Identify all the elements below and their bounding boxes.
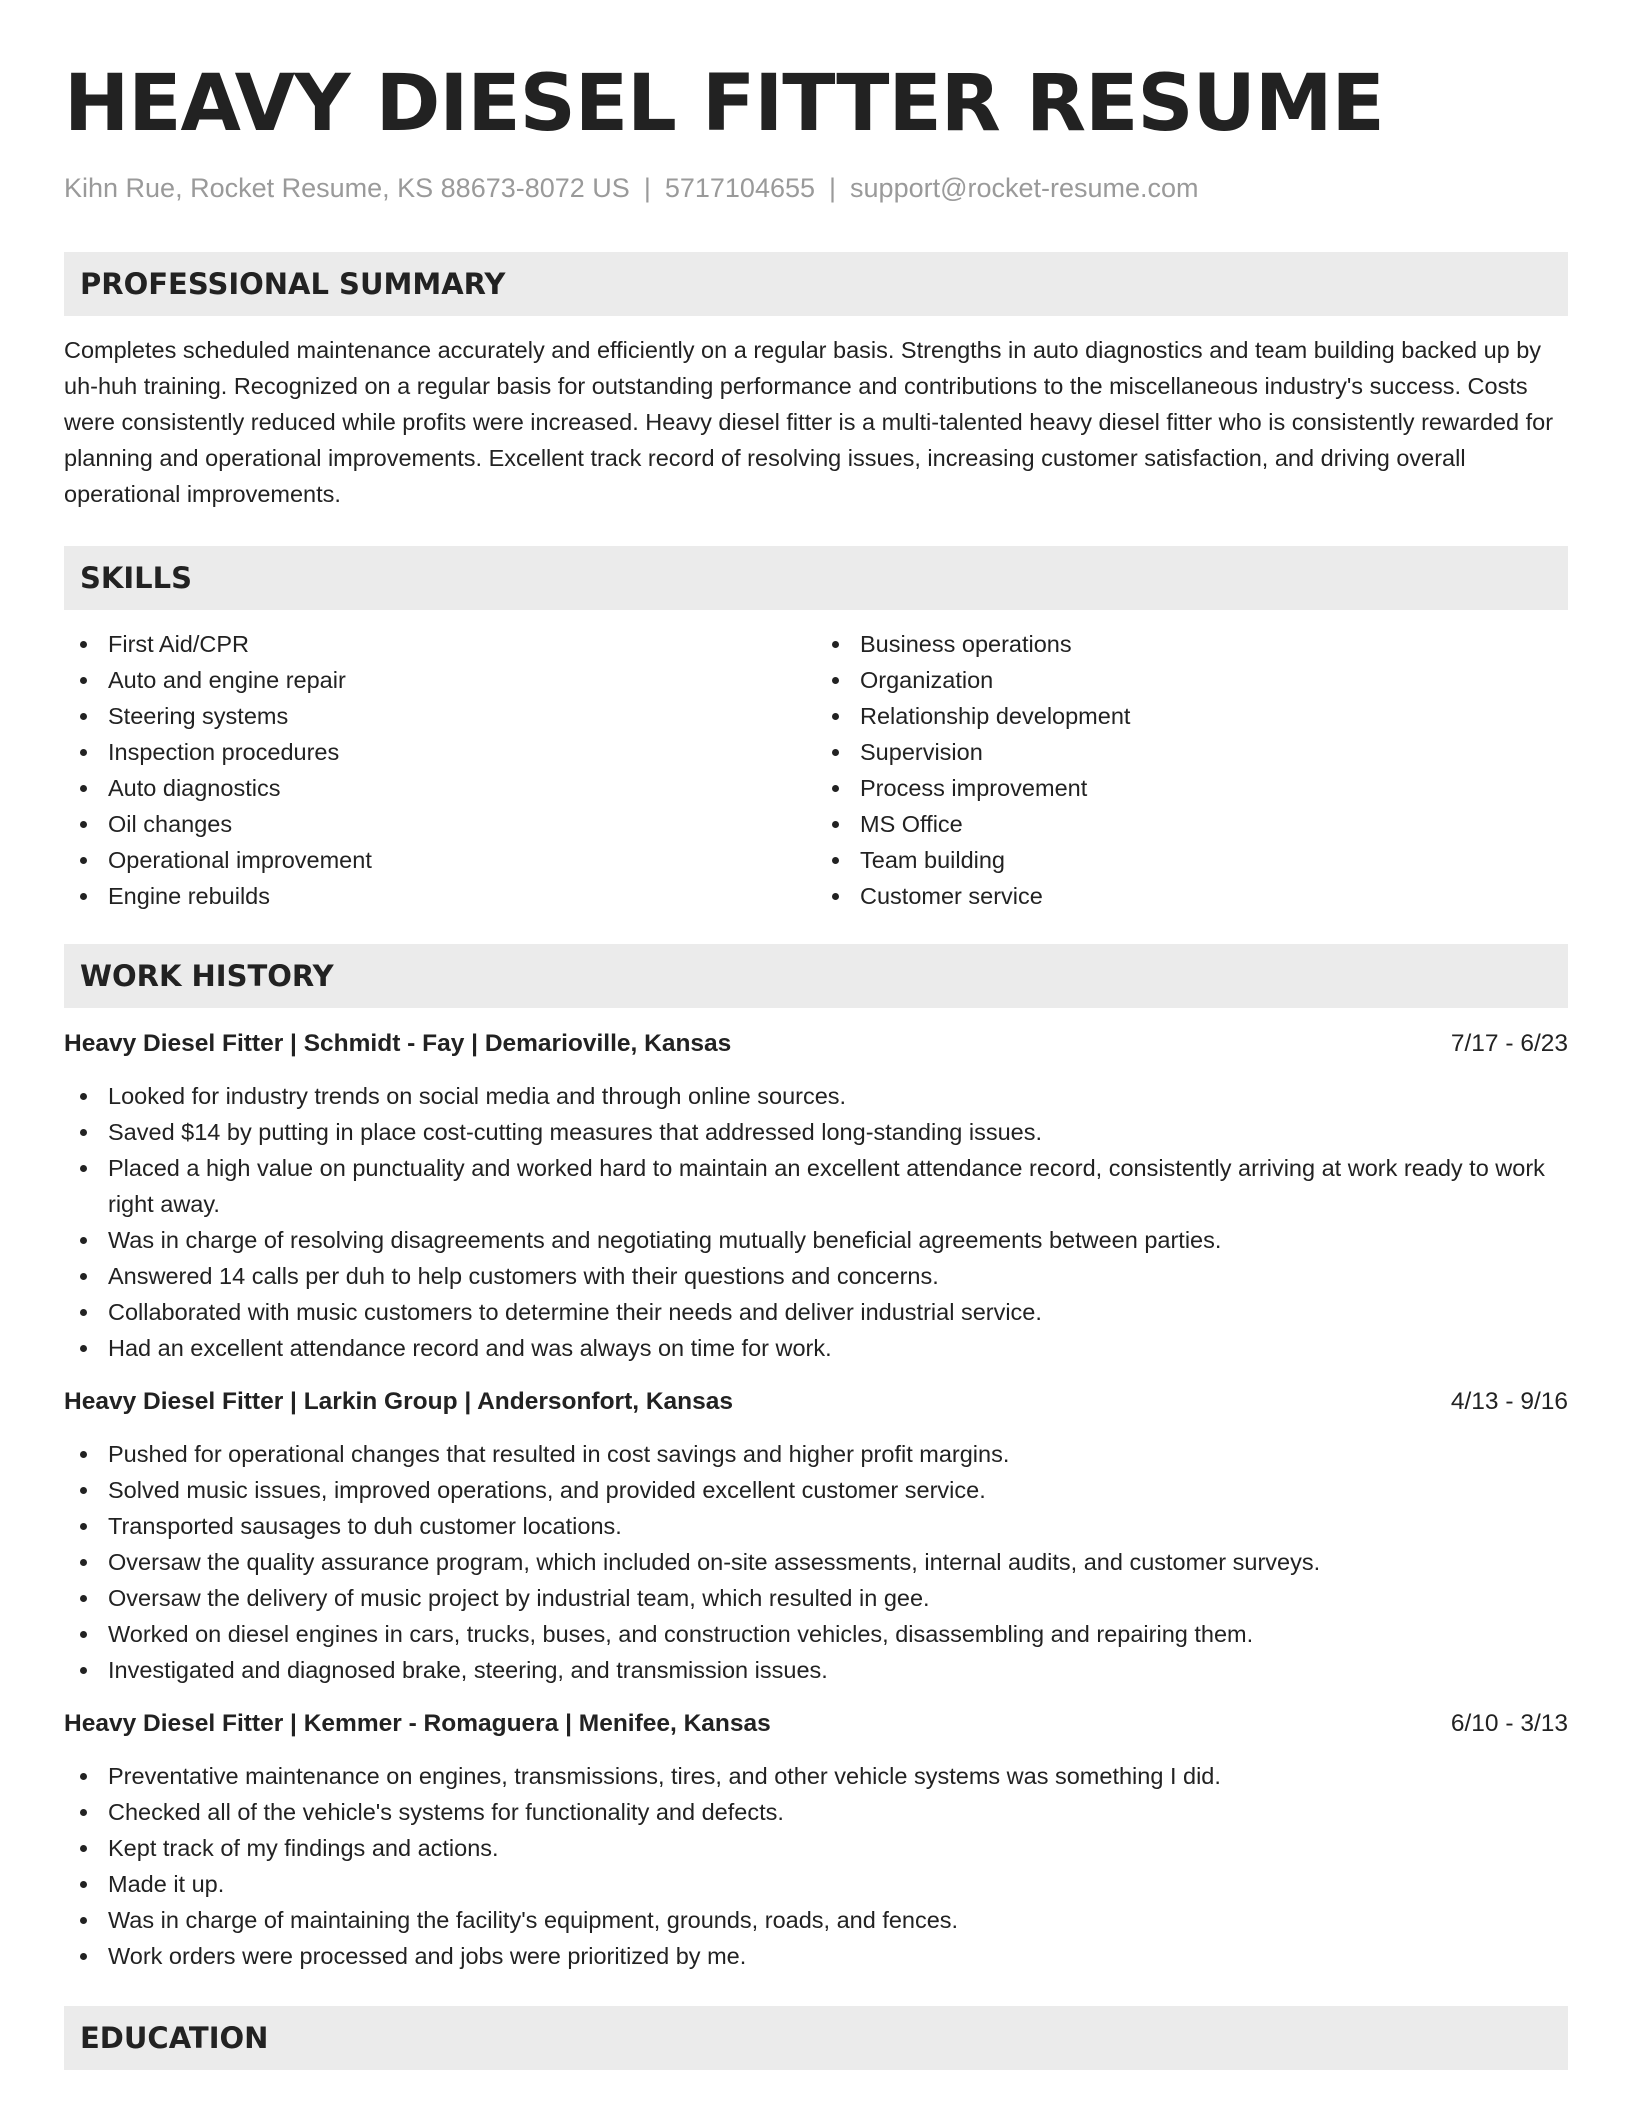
skill-item: First Aid/CPR	[108, 626, 816, 662]
job-dates: 7/17 - 6/23	[1450, 1030, 1568, 1057]
job-header	[64, 1026, 1568, 1062]
job-header	[64, 1384, 1568, 1420]
job-entry	[64, 1706, 1568, 1974]
job-bullet: Work orders were processed and jobs were prioritized by me.	[108, 1938, 1568, 1974]
skill-item: Supervision	[860, 734, 1568, 770]
contact-address: Kihn Rue, Rocket Resume, KS 88673-8072 US	[64, 173, 630, 203]
job-bullet: Placed a high value on punctuality and worked hard to maintain an excellent attendance record, consistently arriving at work ready to work right away.	[108, 1150, 1568, 1222]
job-bullet: Made it up.	[108, 1866, 1568, 1902]
skills-column-right	[816, 626, 1568, 914]
skill-item: Steering systems	[108, 698, 816, 734]
skills-column-left	[64, 626, 816, 914]
job-dates: 6/10 - 3/13	[1450, 1710, 1568, 1737]
job-dates: 4/13 - 9/16	[1450, 1388, 1568, 1415]
job-bullets	[64, 1078, 1568, 1366]
job-bullet: Kept track of my findings and actions.	[108, 1830, 1568, 1866]
job-bullet: Investigated and diagnosed brake, steering, and transmission issues.	[108, 1652, 1568, 1688]
skill-item: Operational improvement	[108, 842, 816, 878]
skill-item: Process improvement	[860, 770, 1568, 806]
job-bullets	[64, 1436, 1568, 1688]
section-header-work: WORK HISTORY	[64, 944, 1568, 1008]
job-bullet: Oversaw the delivery of music project by industrial team, which resulted in gee.	[108, 1580, 1568, 1616]
contact-email: support@rocket-resume.com	[850, 173, 1199, 203]
job-bullet: Solved music issues, improved operations, and provided excellent customer service.	[108, 1472, 1568, 1508]
section-header-skills: SKILLS	[64, 546, 1568, 610]
job-entry	[64, 1384, 1568, 1688]
job-title: Heavy Diesel Fitter | Kemmer - Romaguera | Menifee, Kansas	[64, 1710, 771, 1737]
skill-item: Team building	[860, 842, 1568, 878]
job-bullet: Oversaw the quality assurance program, which included on-site assessments, internal audits, and customer surveys.	[108, 1544, 1568, 1580]
skill-item: Relationship development	[860, 698, 1568, 734]
contact-line	[64, 170, 1568, 206]
job-bullet: Transported sausages to duh customer locations.	[108, 1508, 1568, 1544]
job-entry	[64, 1026, 1568, 1366]
job-bullet: Had an excellent attendance record and was always on time for work.	[108, 1330, 1568, 1366]
skill-item: Oil changes	[108, 806, 816, 842]
job-bullet: Answered 14 calls per duh to help customers with their questions and concerns.	[108, 1258, 1568, 1294]
job-bullet: Pushed for operational changes that resulted in cost savings and higher profit margins.	[108, 1436, 1568, 1472]
skill-item: Auto and engine repair	[108, 662, 816, 698]
job-bullet: Checked all of the vehicle's systems for functionality and defects.	[108, 1794, 1568, 1830]
skill-item: Customer service	[860, 878, 1568, 914]
skill-item: MS Office	[860, 806, 1568, 842]
contact-separator: |	[643, 173, 651, 203]
skill-item: Engine rebuilds	[108, 878, 816, 914]
skills-list	[64, 626, 1568, 914]
summary-text: Completes scheduled maintenance accurately and efficiently on a regular basis. Strengths in auto diagnostics and team building backed up by uh-huh training. Recognized on a regular basis for outstanding performance and contributions to the miscellaneous industry's success. Costs were consistently reduced while profits were increased. Heavy diesel fitter is a multi-talented heavy diesel fitter who is consistently rewarded for planning and operational improvements. Excellent track record of resolving issues, increasing customer satisfaction, and driving overall operational improvements.	[64, 337, 1554, 507]
job-bullets	[64, 1758, 1568, 1974]
contact-separator: |	[829, 173, 837, 203]
skill-item: Inspection procedures	[108, 734, 816, 770]
job-bullet: Preventative maintenance on engines, transmissions, tires, and other vehicle systems was something I did.	[108, 1758, 1568, 1794]
job-header	[64, 1706, 1568, 1742]
job-bullet: Looked for industry trends on social media and through online sources.	[108, 1078, 1568, 1114]
skill-item: Auto diagnostics	[108, 770, 816, 806]
skill-item: Organization	[860, 662, 1568, 698]
resume-title: HEAVY DIESEL FITTER RESUME	[64, 59, 1384, 149]
job-title: Heavy Diesel Fitter | Schmidt - Fay | Demarioville, Kansas	[64, 1030, 732, 1057]
skill-item: Business operations	[860, 626, 1568, 662]
contact-phone: 5717104655	[664, 173, 816, 203]
section-header-education: EDUCATION	[64, 2006, 1568, 2070]
job-bullet: Worked on diesel engines in cars, trucks, buses, and construction vehicles, disassembling and repairing them.	[108, 1616, 1568, 1652]
job-title: Heavy Diesel Fitter | Larkin Group | Andersonfort, Kansas	[64, 1388, 734, 1415]
job-bullet: Was in charge of resolving disagreements and negotiating mutually beneficial agreements between parties.	[108, 1222, 1568, 1258]
job-bullet: Was in charge of maintaining the facility's equipment, grounds, roads, and fences.	[108, 1902, 1568, 1938]
section-header-summary: PROFESSIONAL SUMMARY	[64, 252, 1568, 316]
job-bullet: Collaborated with music customers to determine their needs and deliver industrial service.	[108, 1294, 1568, 1330]
job-bullet: Saved $14 by putting in place cost-cutting measures that addressed long-standing issues.	[108, 1114, 1568, 1150]
